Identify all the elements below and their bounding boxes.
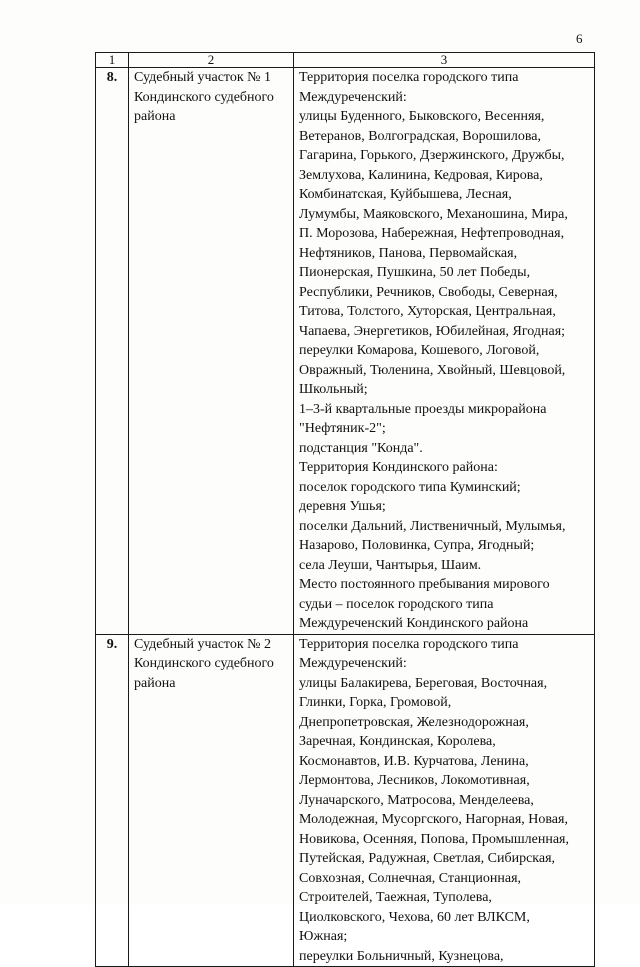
district-line: Кондинского судебного xyxy=(134,89,274,105)
territory-line: Гагарина, Горького, Дзержинского, Дружбы, xyxy=(299,148,565,163)
territory-line: Ветеранов, Волгоградская, Ворошилова, xyxy=(299,128,542,144)
territory-line: Междуреченский Кондинского района xyxy=(299,616,529,631)
column-header: 3 xyxy=(294,53,595,68)
table-row xyxy=(96,634,595,967)
table-header-row xyxy=(96,53,595,68)
court-districts-table xyxy=(95,52,595,967)
territory-line: Новикова, Осенняя, Попова, Промышленная, xyxy=(299,831,569,847)
territory-line: Путейская, Радужная, Светлая, Сибирская, xyxy=(299,851,556,866)
row-number: 9. xyxy=(96,634,129,967)
district-line: Судебный участок № 2 xyxy=(134,636,272,652)
territory-line: Днепропетровская, Железнодорожная, xyxy=(299,714,529,730)
territory-line: Чапаева, Энергетиков, Юбилейная, Ягодная; xyxy=(299,323,566,339)
territory-line: Циолковского, Чехова, 60 лет ВЛКСМ, xyxy=(299,909,530,925)
territory-line: поселки Дальний, Лиственичный, Мулымья, xyxy=(299,518,566,534)
territory-line: Комбинатская, Куйбышева, Лесная, xyxy=(299,187,512,202)
territory-line: Междуреченский: xyxy=(299,656,407,671)
district-line: района xyxy=(134,109,176,124)
territory-line: Пионерская, Пушкина, 50 лет Победы, xyxy=(299,265,531,280)
territory-line: Место постоянного пребывания мирового xyxy=(299,577,550,592)
column-header: 1 xyxy=(96,53,129,68)
territory-line: 1–3-й квартальные проезды микрорайона xyxy=(299,401,547,417)
table-row xyxy=(96,68,595,635)
territory-line: Лермонтова, Лесников, Локомотивная, xyxy=(299,773,530,788)
territory-line: Овражный, Тюленина, Хвойный, Шевцовой, xyxy=(299,362,566,378)
territory-line: Строителей, Таежная, Туполева, xyxy=(299,890,492,905)
territory-line: Территория Кондинского района: xyxy=(299,460,498,475)
territory-line: Территория поселка городского типа xyxy=(299,70,519,85)
territory-line: Заречная, Кондинская, Королева, xyxy=(299,734,496,749)
territory-line: села Леуши, Чантырья, Шаим. xyxy=(299,557,482,573)
territory-line: Междуреченский: xyxy=(299,89,407,105)
territory-line: Космонавтов, И.В. Курчатова, Ленина, xyxy=(299,753,529,769)
territory-line: "Нефтяник-2"; xyxy=(299,421,386,436)
district-line: Кондинского судебного xyxy=(134,656,274,671)
column-header: 2 xyxy=(129,53,294,68)
territory-line: Лумумбы, Маяковского, Механошина, Мира, xyxy=(299,206,568,222)
territory-line: Глинки, Горка, Громовой, xyxy=(299,695,452,710)
territory-cell xyxy=(294,634,595,967)
territory-line: Нефтяников, Панова, Первомайская, xyxy=(299,245,518,261)
district-cell xyxy=(129,68,294,635)
territory-line: Назарово, Половинка, Супра, Ягодный; xyxy=(299,538,535,553)
territory-line: Южная; xyxy=(299,929,348,944)
territory-line: Территория поселка городского типа xyxy=(299,636,519,652)
district-cell xyxy=(129,634,294,967)
territory-line: П. Морозова, Набережная, Нефтепроводная, xyxy=(299,226,565,241)
territory-line: подстанция "Конда". xyxy=(299,440,423,456)
page-number: 6 xyxy=(576,31,583,46)
territory-line: Школьный; xyxy=(299,382,368,397)
territory-line: Республики, Речников, Свободы, Северная, xyxy=(299,284,558,300)
territory-line: улицы Балакирева, Береговая, Восточная, xyxy=(299,675,548,691)
territory-line: судьи – поселок городского типа xyxy=(299,596,494,612)
territory-cell xyxy=(294,68,595,635)
territory-line: поселок городского типа Куминский; xyxy=(299,479,521,495)
territory-line: Титова, Толстого, Хуторская, Центральная, xyxy=(299,304,556,319)
row-number: 8. xyxy=(96,68,129,635)
territory-line: переулки Больничный, Кузнецова, xyxy=(299,948,504,964)
territory-line: деревня Ушья; xyxy=(299,499,386,514)
district-line: района xyxy=(134,675,176,691)
territory-line: переулки Комарова, Кошевого, Логовой, xyxy=(299,343,540,358)
territory-line: Совхозная, Солнечная, Станционная, xyxy=(299,870,522,886)
district-line: Судебный участок № 1 xyxy=(134,70,272,85)
territory-line: Луначарского, Матросова, Менделеева, xyxy=(299,792,534,808)
territory-line: Землухова, Калинина, Кедровая, Кирова, xyxy=(299,167,543,183)
territory-line: улицы Буденного, Быковского, Весенняя, xyxy=(299,109,545,124)
territory-line: Молодежная, Мусоргского, Нагорная, Новая, xyxy=(299,812,568,827)
